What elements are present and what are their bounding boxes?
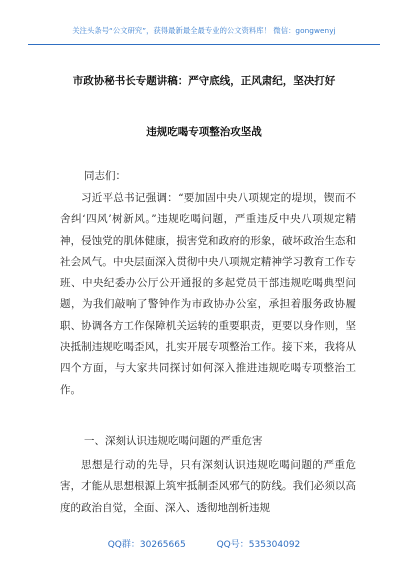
paragraph-1-text: 习近平总书记强调：“要加固中央八项规定的堤坝，锲而不舍纠‘四风’树新风。”违规吃喝问题，严重违反中央八项规定精神，侵蚀党的肌体健康，损害党和政府的形象，破坏政治生态和社会风气。中央层面深入贯彻中央八项规定精神学习教育工作专班、中央纪委办公厅公开通报的多起党员干部违规吃喝典型问题，为我们敲响了警钟作为市政协办公室，承担着服务政协履职、协调各方工作保障机关运转的重要职责，更要以身作则，坚决抵制违规吃喝歪风，扎实开展专项整治工作。接下来，我将从四个方面，与大家共同探讨如何深入推进违规吃喝专项整治工作。 [60, 192, 356, 396]
body-paragraph-1 [60, 188, 356, 401]
footer-qq-group: QQ群：30265665 [107, 540, 186, 550]
header-divider [28, 44, 380, 45]
salutation: 同志们： [84, 170, 126, 182]
footer-contact [0, 537, 408, 550]
body-paragraph-2 [60, 455, 356, 519]
document-title-line-2: 违规吃喝专项整治攻坚战 [146, 126, 262, 138]
section-heading-1: 一、深刻认识违规吃喝问题的严重危害 [84, 435, 263, 447]
header-notice: 关注头条号“公文研究”，获得最新最全最专业的公文资料库！ 微信：gongwenyj [72, 26, 336, 35]
paragraph-2-text: 思想是行动的先导，只有深刻认识违规吃喝问题的严重危害，才能从思想根源上筑牢抵制歪风邪气的防线。我们必须以高度的政治自觉，全面、深入、透彻地剖析违规 [60, 459, 356, 514]
document-title-line-1: 市政协秘书长专题讲稿：严守底线，正风肃纪，坚决打好 [72, 75, 336, 87]
footer-qq-number: QQ号：535304092 [216, 540, 301, 550]
